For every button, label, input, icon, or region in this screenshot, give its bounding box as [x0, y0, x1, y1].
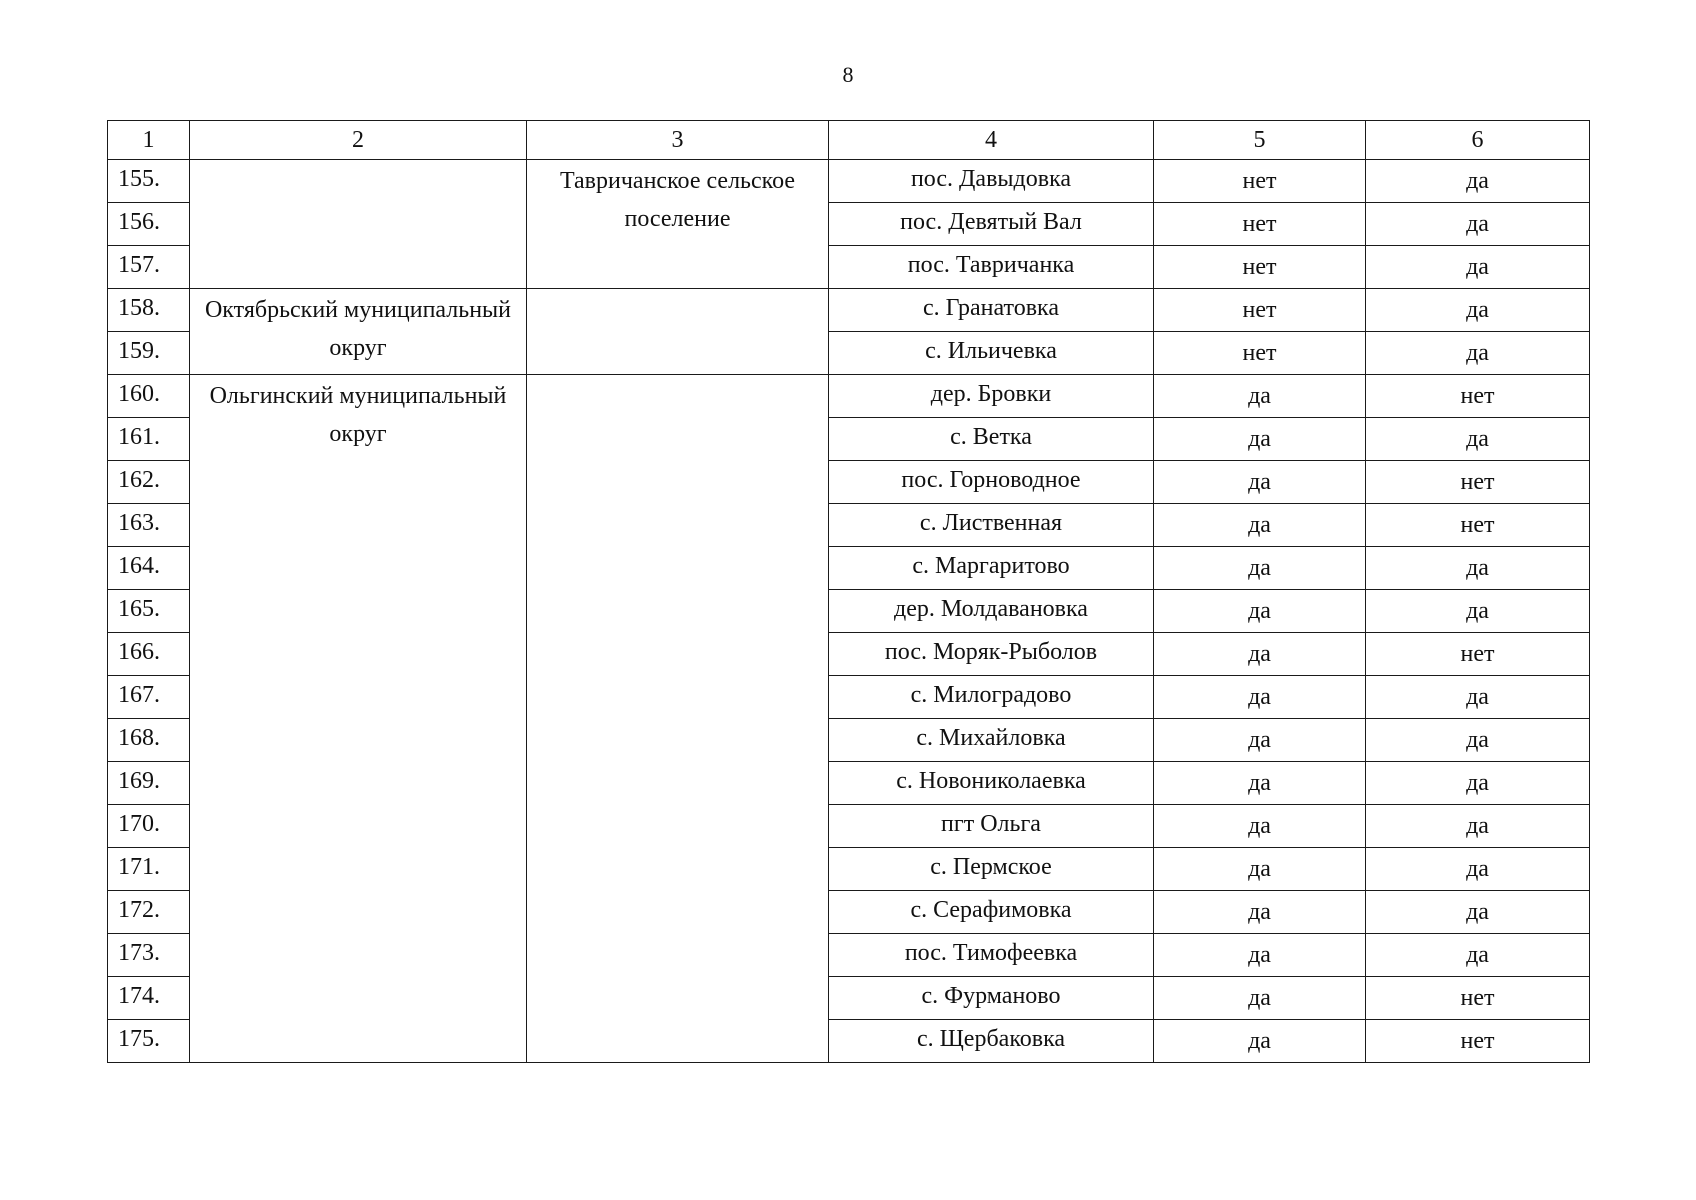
- locality-name: пгт Ольга: [829, 805, 1154, 848]
- row-number: 160.: [108, 375, 190, 418]
- column-6-value: нет: [1366, 461, 1590, 504]
- locality-name: с. Ильичевка: [829, 332, 1154, 375]
- column-6-value: да: [1366, 719, 1590, 762]
- locality-name: пос. Моряк-Рыболов: [829, 633, 1154, 676]
- row-number: 170.: [108, 805, 190, 848]
- column-header-2: 2: [190, 121, 527, 160]
- row-number: 156.: [108, 203, 190, 246]
- locality-name: с. Новониколаевка: [829, 762, 1154, 805]
- column-header-3: 3: [527, 121, 829, 160]
- row-number: 175.: [108, 1020, 190, 1063]
- district-name: Ольгинский муниципальный округ: [190, 375, 527, 1063]
- column-6-value: да: [1366, 418, 1590, 461]
- locality-name: с. Ветка: [829, 418, 1154, 461]
- locality-name: с. Фурманово: [829, 977, 1154, 1020]
- locality-name: пос. Девятый Вал: [829, 203, 1154, 246]
- column-6-value: нет: [1366, 1020, 1590, 1063]
- column-5-value: да: [1154, 891, 1366, 934]
- row-number: 171.: [108, 848, 190, 891]
- row-number: 155.: [108, 160, 190, 203]
- column-5-value: да: [1154, 719, 1366, 762]
- column-6-value: нет: [1366, 633, 1590, 676]
- locality-name: пос. Давыдовка: [829, 160, 1154, 203]
- column-6-value: нет: [1366, 504, 1590, 547]
- column-5-value: да: [1154, 977, 1366, 1020]
- column-5-value: нет: [1154, 246, 1366, 289]
- locality-name: с. Щербаковка: [829, 1020, 1154, 1063]
- column-5-value: да: [1154, 633, 1366, 676]
- column-5-value: да: [1154, 676, 1366, 719]
- column-6-value: да: [1366, 332, 1590, 375]
- locality-name: с. Маргаритово: [829, 547, 1154, 590]
- column-6-value: да: [1366, 848, 1590, 891]
- row-number: 167.: [108, 676, 190, 719]
- column-6-value: да: [1366, 762, 1590, 805]
- row-number: 159.: [108, 332, 190, 375]
- locality-name: пос. Тавричанка: [829, 246, 1154, 289]
- row-number: 157.: [108, 246, 190, 289]
- column-header-1: 1: [108, 121, 190, 160]
- table-row: [108, 289, 1590, 332]
- locality-name: с. Милоградово: [829, 676, 1154, 719]
- row-number: 166.: [108, 633, 190, 676]
- column-5-value: да: [1154, 461, 1366, 504]
- row-number: 161.: [108, 418, 190, 461]
- column-header-5: 5: [1154, 121, 1366, 160]
- district-cell-empty: [190, 160, 527, 289]
- row-number: 174.: [108, 977, 190, 1020]
- column-5-value: да: [1154, 547, 1366, 590]
- column-6-value: да: [1366, 203, 1590, 246]
- row-number: 165.: [108, 590, 190, 633]
- column-5-value: да: [1154, 805, 1366, 848]
- settlement-cell-empty: [527, 289, 829, 375]
- column-6-value: да: [1366, 160, 1590, 203]
- locality-name: с. Михайловка: [829, 719, 1154, 762]
- row-number: 164.: [108, 547, 190, 590]
- column-5-value: да: [1154, 1020, 1366, 1063]
- column-6-value: да: [1366, 891, 1590, 934]
- column-6-value: да: [1366, 805, 1590, 848]
- column-5-value: да: [1154, 590, 1366, 633]
- column-5-value: да: [1154, 762, 1366, 805]
- locality-name: дер. Бровки: [829, 375, 1154, 418]
- column-5-value: да: [1154, 504, 1366, 547]
- row-number: 163.: [108, 504, 190, 547]
- page-number: 8: [842, 62, 854, 87]
- locality-name: пос. Горноводное: [829, 461, 1154, 504]
- column-6-value: да: [1366, 934, 1590, 977]
- row-number: 172.: [108, 891, 190, 934]
- column-6-value: нет: [1366, 375, 1590, 418]
- row-number: 162.: [108, 461, 190, 504]
- locality-name: пос. Тимофеевка: [829, 934, 1154, 977]
- row-number: 158.: [108, 289, 190, 332]
- settlements-table: [107, 120, 1590, 1063]
- column-6-value: да: [1366, 289, 1590, 332]
- column-6-value: да: [1366, 246, 1590, 289]
- locality-name: с. Пермское: [829, 848, 1154, 891]
- locality-name: дер. Молдавановка: [829, 590, 1154, 633]
- column-6-value: да: [1366, 547, 1590, 590]
- district-name: Октябрьский муниципальный округ: [190, 289, 527, 375]
- column-6-value: нет: [1366, 977, 1590, 1020]
- settlement-cell-empty: [527, 375, 829, 1063]
- locality-name: с. Гранатовка: [829, 289, 1154, 332]
- column-5-value: да: [1154, 418, 1366, 461]
- column-6-value: да: [1366, 676, 1590, 719]
- settlement-name: Тавричанское сельское поселение: [527, 160, 829, 289]
- column-5-value: нет: [1154, 160, 1366, 203]
- locality-name: с. Серафимовка: [829, 891, 1154, 934]
- table-header-row: [108, 121, 1590, 160]
- row-number: 169.: [108, 762, 190, 805]
- column-header-4: 4: [829, 121, 1154, 160]
- locality-name: с. Лиственная: [829, 504, 1154, 547]
- column-5-value: да: [1154, 375, 1366, 418]
- column-5-value: да: [1154, 934, 1366, 977]
- row-number: 168.: [108, 719, 190, 762]
- table-row: [108, 375, 1590, 418]
- row-number: 173.: [108, 934, 190, 977]
- column-header-6: 6: [1366, 121, 1590, 160]
- column-5-value: нет: [1154, 289, 1366, 332]
- column-6-value: да: [1366, 590, 1590, 633]
- column-5-value: нет: [1154, 203, 1366, 246]
- table-row: [108, 160, 1590, 203]
- column-5-value: нет: [1154, 332, 1366, 375]
- column-5-value: да: [1154, 848, 1366, 891]
